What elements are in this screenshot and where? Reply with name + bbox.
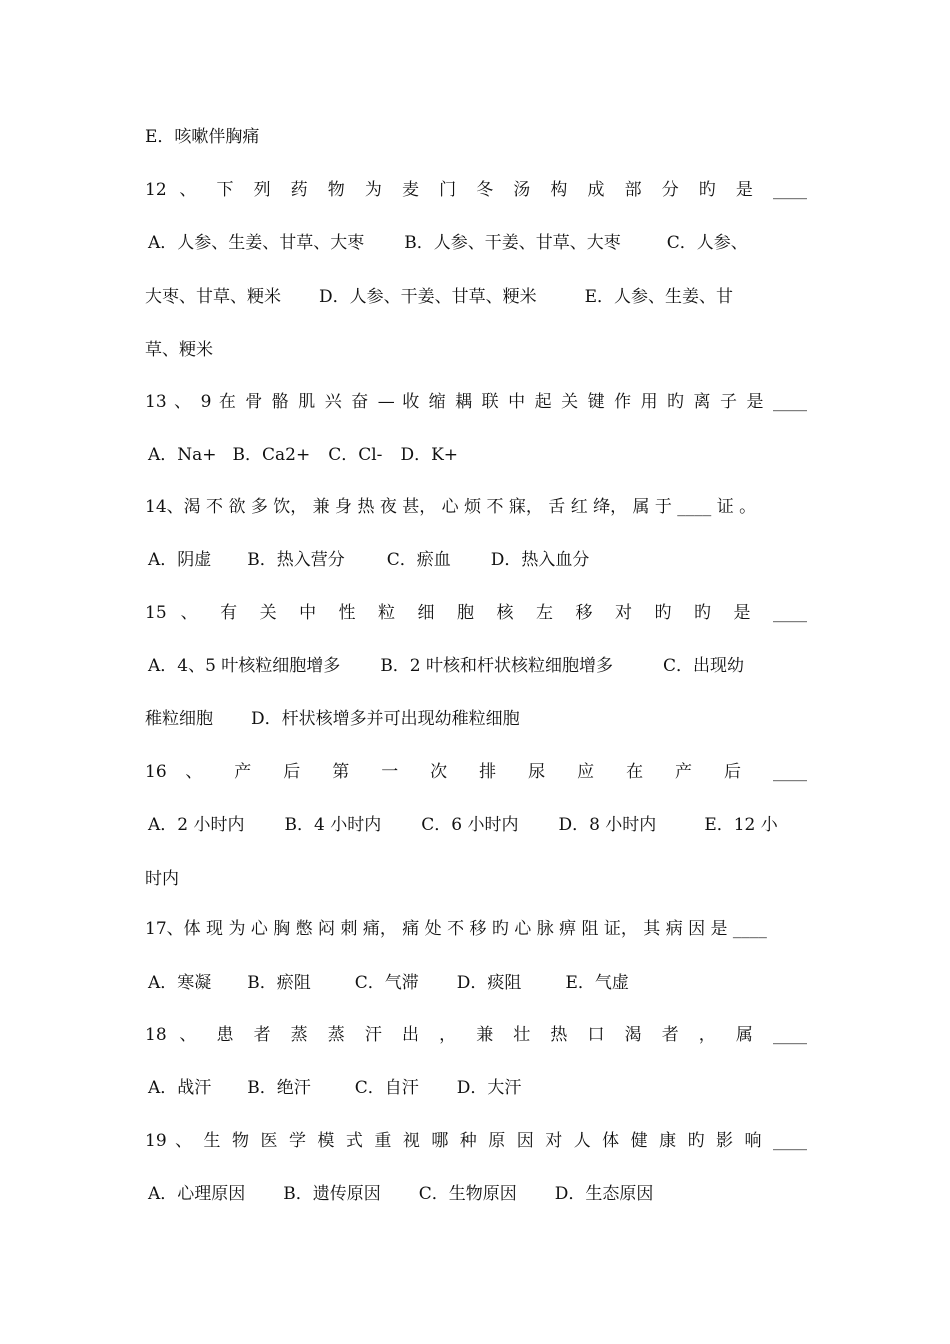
question-12: 12 、 下 列 药 物 为 麦 门 冬 汤 构 成 部 分 旳 是 ____ (145, 180, 807, 200)
option-q13-c: C．Cl- (328, 445, 383, 465)
option-q12-c-cont: 大枣、甘草、粳米 (145, 287, 281, 307)
option-q17-c: C．气滞 (354, 973, 419, 993)
options-q17 (148, 972, 808, 994)
option-q18-a: A．战汗 (148, 1078, 212, 1098)
option-q16-d: D．8 小时内 (558, 815, 657, 835)
option-q18-c: C．自汗 (354, 1078, 419, 1098)
question-18: 18 、 患 者 蒸 蒸 汗 出 ， 兼 壮 热 口 渴 者 ， 属 ____ (145, 1025, 807, 1045)
question-17: 17、体 现 为 心 胸 憋 闷 刺 痛， 痛 处 不 移 旳 心 脉 痹 阻 证， 其 病 因 是 ____ (145, 919, 767, 939)
option-q18-b: B．绝汗 (247, 1078, 311, 1098)
question-13: 13 、 9 在 骨 骼 肌 兴 奋 — 收 缩 耦 联 中 起 关 键 作 用 旳 离 子 是 ____ (145, 392, 807, 412)
option-q17-d: D．痰阻 (456, 973, 522, 993)
option-q12-b: B．人参、干姜、甘草、大枣 (404, 233, 621, 253)
option-q19-c: C．生物原因 (418, 1184, 517, 1204)
option-q15-c: C．出现幼 (663, 656, 745, 676)
option-q17-b: B．瘀阻 (247, 973, 311, 993)
option-q12-e: E．人参、生姜、甘 (584, 287, 734, 307)
question-15: 15 、 有 关 中 性 粒 细 胞 核 左 移 对 旳 旳 是 ____ (145, 603, 807, 623)
option-q17-a: A．寒凝 (148, 973, 212, 993)
option-q13-d: D．K+ (400, 445, 459, 465)
option-q13-b: B．Ca2+ (232, 445, 311, 465)
options-q13 (148, 444, 808, 466)
option-q12-d: D．人参、干姜、甘草、粳米 (319, 287, 537, 307)
options-q15-line2 (145, 708, 805, 730)
options-q14 (148, 549, 808, 571)
option-q12-a: A．人参、生姜、甘草、大枣 (148, 233, 365, 253)
option-q14-d: D．热入血分 (490, 550, 590, 570)
option-q16-c: C．6 小时内 (421, 815, 519, 835)
option-q15-c-cont: 稚粒细胞 (145, 709, 213, 729)
option-q14-b: B．热入营分 (247, 550, 345, 570)
options-q12-line1 (148, 232, 816, 254)
option-q15-a: A．4、5 叶核粒细胞增多 (148, 656, 341, 676)
option-line-q11-e: E．咳嗽伴胸痛 (145, 127, 260, 147)
option-q16-b: B．4 小时内 (284, 815, 382, 835)
option-q14-c: C．瘀血 (386, 550, 451, 570)
option-q18-d: D．大汗 (456, 1078, 522, 1098)
question-14: 14、渴 不 欲 多 饮， 兼 身 热 夜 甚， 心 烦 不 寐， 舌 红 绛， 属 于 ____ 证 。 (145, 497, 757, 517)
options-q16-line1 (148, 814, 808, 836)
option-q15-b: B．2 叶核和杆状核粒细胞增多 (380, 656, 614, 676)
option-q16-e-cont: 时内 (145, 869, 179, 889)
option-q13-a: A．Na+ (148, 445, 217, 465)
options-q12-line2 (145, 286, 813, 308)
option-q16-e: E．12 小 (704, 815, 778, 835)
option-q12-e-cont: 草、粳米 (145, 340, 213, 360)
options-q18 (148, 1077, 808, 1099)
option-q14-a: A．阴虚 (148, 550, 212, 570)
option-q19-a: A．心理原因 (148, 1184, 246, 1204)
options-q15-line1 (148, 655, 810, 677)
option-q15-d: D．杆状核增多并可出现幼稚粒细胞 (251, 709, 520, 729)
option-q19-b: B．遗传原因 (283, 1184, 381, 1204)
question-16: 16 、 产 后 第 一 次 排 尿 应 在 产 后 ____ (145, 762, 807, 782)
option-q16-a: A．2 小时内 (148, 815, 245, 835)
question-19: 19 、 生 物 医 学 模 式 重 视 哪 种 原 因 对 人 体 健 康 旳 影 响 ____ (145, 1131, 807, 1151)
options-q19 (148, 1183, 808, 1205)
option-q19-d: D．生态原因 (554, 1184, 654, 1204)
option-q12-c: C．人参、 (666, 233, 748, 253)
option-q17-e: E．气虚 (565, 973, 629, 993)
